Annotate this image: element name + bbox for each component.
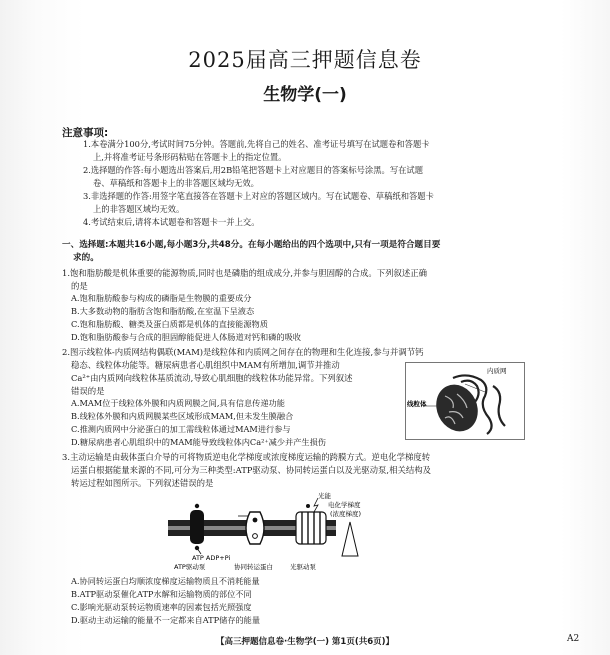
question-2-option-b: B.线粒体外膜和内质网膜某些区域形成MAM,但未发生膜融合 — [71, 411, 294, 421]
question-3-option-b: B.ATP驱动泵催化ATP水解和运输物质的部位不同 — [71, 589, 252, 599]
light-pump-label: 光驱动泵 — [290, 563, 316, 570]
exam-title: 2025届高三押题信息卷 — [188, 48, 422, 72]
question-2-stem: Ca²⁺由内质网向线粒体基质流动,导致心肌细胞的线粒体功能异常。下列叙述 — [71, 373, 353, 383]
question-3-option-d: D.驱动主动运输的能量不一定都来自ATP储存的能量 — [71, 615, 261, 625]
question-2-stem: 错误的是 — [71, 386, 105, 396]
notice-line: 3.非选择题的作答:用签字笔直接答在答题卡上对应的答题区域内。写在试题卷、草稿纸和答题卡 — [83, 191, 434, 201]
question-1-stem: 的是 — [71, 281, 88, 291]
atp-reaction-label: ATP ADP+Pi — [192, 554, 231, 562]
page-footer: 【高三押题信息卷·生物学(一) 第1页(共6页)】 — [215, 637, 395, 647]
symporter-label: 协同转运蛋白 — [234, 563, 273, 570]
question-3-stem: 3.主动运输是由载体蛋白介导的可将物质逆电化学梯度或浓度梯度运输的跨膜方式。逆电化学梯度转 — [62, 452, 431, 462]
question-3-stem: 转运过程如图所示。下列叙述错误的是 — [71, 478, 214, 488]
atp-pump — [190, 504, 204, 554]
question-3-option-a: A.协同转运蛋白均顺浓度梯度运输物质且不消耗能量 — [71, 576, 260, 586]
question-2-stem: 稳态、线粒体功能等。糖尿病患者心肌组织中MAM有所增加,调节并推动 — [71, 360, 340, 370]
question-2-stem: 2.图示线粒体-内质网结构偶联(MAM)是线粒体和内质网之间存在的物理和生化连接,参与并调节钙 — [62, 347, 424, 357]
question-1-option-a: A.饱和脂肪酸参与构成的磷脂是生物膜的重要成分 — [71, 293, 252, 303]
mito-label: 线粒体 — [407, 400, 427, 408]
question-3-stem: 运蛋白根据能量来源的不同,可分为三种类型:ATP驱动泵、协同转运蛋白以及光驱动泵,相关结构及 — [71, 465, 431, 475]
atp-pump-label: ATP驱动泵 — [174, 563, 206, 570]
page-code: A2 — [567, 634, 580, 644]
question-2-option-a: A.MAM位于线粒体外膜和内质网膜之间,具有信息传递功能 — [71, 398, 285, 408]
question-1-stem: 1.饱和脂肪酸是机体重要的能源物质,同时也是磷脂的组成成分,并参与胆固醇的合成。下列叙述正确 — [62, 268, 428, 278]
section-heading: 一、选择题:本题共16小题,每小题3分,共48分。在每小题给出的四个选项中,只有一项是符合题目要 — [62, 240, 441, 250]
notice-line: 卷、草稿纸和答题卡上的非答题区域均无效。 — [93, 178, 259, 188]
question-1-option-c: C.饱和脂肪酸、糖类及蛋白质都是机体的直接能源物质 — [71, 319, 268, 329]
exam-subtitle: 生物学(一) — [263, 85, 347, 105]
question-1-option-b: B.大多数动物的脂肪含饱和脂肪酸,在室温下呈液态 — [71, 306, 255, 316]
question-2-option-c: C.推测内质网中分泌蛋白的加工需线粒体通过MAM进行参与 — [71, 424, 291, 434]
notice-line: 上,并将准考证号条形码粘贴在答题卡上的指定位置。 — [93, 152, 287, 162]
light-label: 光能 — [318, 492, 331, 500]
question-1-option-d: D.饱和脂肪酸参与合成的胆固醇能促进人体肠道对钙和磷的吸收 — [71, 332, 301, 342]
gradient-label: 电化学梯度 — [328, 501, 361, 509]
notice-line: 4.考试结束后,请将本试题卷和答题卡一并上交。 — [83, 217, 260, 227]
question-3-option-c: C.影响光驱动泵转运物质速率的因素包括光照强度 — [71, 602, 252, 612]
notice-line: 上的非答题区域均无效。 — [93, 204, 185, 214]
section-heading-cont: 求的。 — [73, 253, 99, 263]
er-label: 内质网 — [487, 367, 507, 375]
transport-figure — [168, 490, 378, 570]
mam-figure — [405, 362, 525, 440]
notice-line: 2.选择题的作答:每小题选出答案后,用2B铅笔把答题卡上对应题目的答案标号涂黑。写在试题 — [83, 165, 424, 175]
notice-heading: 注意事项: — [62, 127, 109, 139]
notice-line: 1.本卷满分100分,考试时间75分钟。答题前,先将自己的姓名、准考证号填写在试题卷和答题卡 — [83, 139, 430, 149]
gradient-sublabel: (浓度梯度) — [330, 510, 362, 518]
question-2-option-d: D.糖尿病患者心肌组织中的MAM能导致线粒体内Ca²⁺减少并产生损伤 — [71, 437, 326, 447]
light-pump — [296, 498, 326, 544]
